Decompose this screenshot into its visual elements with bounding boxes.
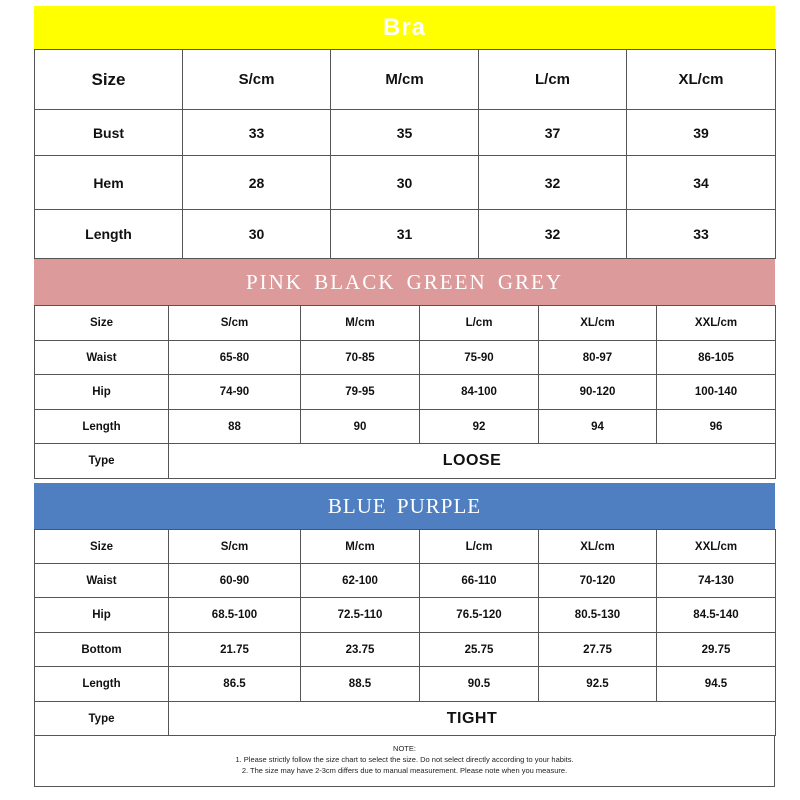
table-cell: 86.5 [169,667,301,702]
table-row [35,210,776,259]
table-row [35,598,776,633]
header-cell: S/cm [169,530,301,564]
type-value: LOOSE [169,444,776,479]
blue-purple-size-table [34,529,776,736]
blue-purple-section-banner [34,483,775,529]
table-cell: 33 [627,210,776,259]
table-cell: 60-90 [169,564,301,598]
bra-section-title: Bra [382,13,427,41]
table-cell: 29.75 [657,633,776,667]
table-cell: 92 [420,410,539,444]
bra-section-banner [34,6,775,49]
row-label: Length [35,410,169,444]
table-cell: 94.5 [657,667,776,702]
header-cell: XL/cm [539,306,657,341]
table-cell: 68.5-100 [169,598,301,633]
table-cell: 62-100 [301,564,420,598]
table-row [35,667,776,702]
size-note [34,735,775,787]
table-cell: 74-130 [657,564,776,598]
row-label: Length [35,667,169,702]
header-cell: Size [35,306,169,341]
table-cell: 92.5 [539,667,657,702]
header-cell: L/cm [420,530,539,564]
table-cell: 88.5 [301,667,420,702]
header-cell: L/cm [420,306,539,341]
table-cell: 23.75 [301,633,420,667]
table-cell: 90 [301,410,420,444]
table-row [35,156,776,210]
table-header-row [35,50,776,110]
table-cell: 80.5-130 [539,598,657,633]
blue-purple-section-title: BLUE PURPLE [327,493,482,518]
type-row [35,444,776,479]
table-cell: 30 [183,210,331,259]
table-cell: 88 [169,410,301,444]
header-cell: S/cm [169,306,301,341]
table-cell: 75-90 [420,341,539,375]
table-cell: 79-95 [301,375,420,410]
table-cell: 84.5-140 [657,598,776,633]
type-row [35,702,776,736]
table-cell: 30 [331,156,479,210]
table-cell: 94 [539,410,657,444]
row-label: Hip [35,375,169,410]
row-label: Type [35,702,169,736]
table-cell: 65-80 [169,341,301,375]
table-cell: 32 [479,156,627,210]
table-row [35,341,776,375]
row-label: Hem [35,156,183,210]
note-line: 1. Please strictly follow the size chart to select the size. Do not select directly according to your habits. [235,755,574,764]
header-cell: L/cm [479,50,627,110]
table-header-row [35,530,776,564]
table-row [35,633,776,667]
table-cell: 100-140 [657,375,776,410]
header-cell: M/cm [301,306,420,341]
row-label: Type [35,444,169,479]
table-cell: 28 [183,156,331,210]
header-cell: XXL/cm [657,306,776,341]
table-cell: 25.75 [420,633,539,667]
table-cell: 31 [331,210,479,259]
header-cell: XL/cm [539,530,657,564]
table-cell: 32 [479,210,627,259]
row-label: Waist [35,341,169,375]
pink-black-section-banner [34,259,775,305]
header-cell: M/cm [331,50,479,110]
table-cell: 90-120 [539,375,657,410]
table-cell: 34 [627,156,776,210]
table-cell: 27.75 [539,633,657,667]
table-cell: 80-97 [539,341,657,375]
row-label: Bottom [35,633,169,667]
table-cell: 74-90 [169,375,301,410]
table-cell: 90.5 [420,667,539,702]
pink-black-section-title: PINK BLACK GREEN GREY [245,269,564,294]
table-cell: 84-100 [420,375,539,410]
table-row [35,110,776,156]
header-cell: XL/cm [627,50,776,110]
table-cell: 96 [657,410,776,444]
type-value: TIGHT [169,702,776,736]
pink-black-size-table [34,305,776,479]
table-cell: 37 [479,110,627,156]
table-cell: 35 [331,110,479,156]
row-label: Hip [35,598,169,633]
note-line: 2. The size may have 2-3cm differs due to manual measurement. Please note when you measure. [241,766,568,775]
header-cell: S/cm [183,50,331,110]
header-cell: M/cm [301,530,420,564]
bra-size-table [34,49,776,259]
table-cell: 70-85 [301,341,420,375]
table-row [35,410,776,444]
table-row [35,564,776,598]
header-cell: Size [35,530,169,564]
note-title: NOTE: [393,744,416,753]
row-label: Bust [35,110,183,156]
table-cell: 76.5-120 [420,598,539,633]
table-cell: 33 [183,110,331,156]
header-cell: XXL/cm [657,530,776,564]
table-header-row [35,306,776,341]
table-cell: 86-105 [657,341,776,375]
row-label: Waist [35,564,169,598]
table-row [35,375,776,410]
table-cell: 66-110 [420,564,539,598]
header-cell: Size [35,50,183,110]
table-cell: 72.5-110 [301,598,420,633]
table-cell: 39 [627,110,776,156]
table-cell: 21.75 [169,633,301,667]
row-label: Length [35,210,183,259]
table-cell: 70-120 [539,564,657,598]
